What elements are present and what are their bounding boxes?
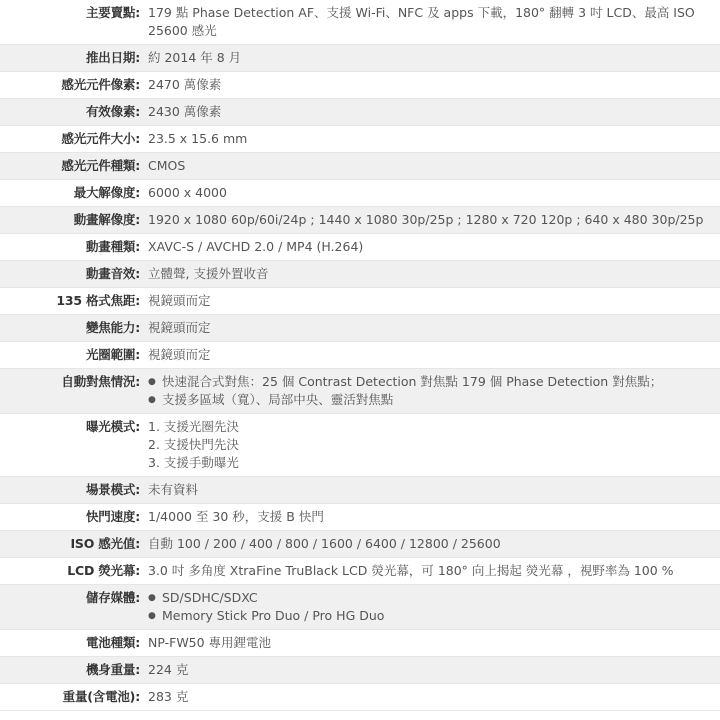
spec-row-shutter-speed xyxy=(0,504,720,531)
spec-label: 推出日期: xyxy=(86,50,140,65)
spec-label: 主要賣點: xyxy=(86,5,140,20)
spec-label: 儲存媒體: xyxy=(86,590,140,605)
spec-row-effective-pixels xyxy=(0,99,720,126)
spec-row-video-format xyxy=(0,234,720,261)
spec-value: 224 克 xyxy=(148,662,189,677)
list-item: ● SD/SDHC/SDXC xyxy=(148,589,712,607)
spec-row-release-date xyxy=(0,45,720,72)
spec-value: 視鏡頭而定 xyxy=(148,347,211,362)
spec-value: 視鏡頭而定 xyxy=(148,320,211,335)
exposure-list xyxy=(148,418,712,472)
spec-row-main-features xyxy=(0,0,720,45)
spec-value: 2430 萬像素 xyxy=(148,104,222,119)
spec-label: 最大解像度: xyxy=(73,185,140,200)
spec-row-sensor-pixels xyxy=(0,72,720,99)
spec-label: 動畫種類: xyxy=(86,239,140,254)
spec-value: 283 克 xyxy=(148,689,189,704)
spec-value: XAVC-S / AVCHD 2.0 / MP4 (H.264) xyxy=(148,239,364,254)
spec-value: 23.5 x 15.6 mm xyxy=(148,131,248,146)
spec-label: 場景模式: xyxy=(86,482,140,497)
spec-row-sensor-type xyxy=(0,153,720,180)
spec-row-sensor-size xyxy=(0,126,720,153)
spec-label: ISO 感光值: xyxy=(70,536,140,551)
spec-label: LCD 熒光幕: xyxy=(67,563,140,578)
spec-row-body-weight xyxy=(0,657,720,684)
spec-row-zoom xyxy=(0,315,720,342)
spec-value: CMOS xyxy=(148,158,186,173)
list-item: ● 支援多區域（寬）、局部中央、靈活對焦點 xyxy=(148,391,712,409)
list-item: 3. 支援手動曝光 xyxy=(148,455,239,470)
spec-value: 2470 萬像素 xyxy=(148,77,222,92)
spec-value: 立體聲, 支援外置收音 xyxy=(148,266,269,281)
spec-label: 有效像素: xyxy=(86,104,140,119)
spec-label: 135 格式焦距: xyxy=(56,293,140,308)
spec-row-video-resolution xyxy=(0,207,720,234)
spec-value: 未有資料 xyxy=(148,482,199,497)
spec-row-exposure-modes xyxy=(0,414,720,477)
spec-label: 動畫音效: xyxy=(86,266,140,281)
spec-label: 自動對焦情況: xyxy=(61,374,140,389)
spec-row-scene-modes xyxy=(0,477,720,504)
spec-value: 1920 x 1080 60p/60i/24p ; 1440 x 1080 30p/25p ; 1280 x 720 120p ; 640 x 480 30p/25p xyxy=(148,212,704,227)
list-item: ● Memory Stick Pro Duo / Pro HG Duo xyxy=(148,607,712,625)
spec-row-video-audio xyxy=(0,261,720,288)
list-item: 2. 支援快門先決 xyxy=(148,437,239,452)
spec-value: 6000 x 4000 xyxy=(148,185,227,200)
autofocus-list xyxy=(148,373,712,409)
spec-row-max-resolution xyxy=(0,180,720,207)
spec-row-autofocus xyxy=(0,369,720,414)
spec-value: 約 2014 年 8 月 xyxy=(148,50,242,65)
spec-label: 光圈範圍: xyxy=(86,347,140,362)
spec-value: NP-FW50 專用鋰電池 xyxy=(148,635,272,650)
spec-row-lcd xyxy=(0,558,720,585)
spec-label: 重量(含電池): xyxy=(62,689,140,704)
spec-row-aperture xyxy=(0,342,720,369)
spec-label: 動畫解像度: xyxy=(73,212,140,227)
spec-value: 3.0 吋 多角度 XtraFine TruBlack LCD 熒光幕，可 180° 向上揭起 熒光幕 ，視野率為 100 % xyxy=(148,563,674,578)
spec-row-storage xyxy=(0,585,720,630)
spec-label: 機身重量: xyxy=(86,662,140,677)
spec-value: 1/4000 至 30 秒，支援 B 快門 xyxy=(148,509,324,524)
spec-label: 電池種類: xyxy=(86,635,140,650)
spec-row-weight-with-battery xyxy=(0,684,720,711)
spec-row-iso xyxy=(0,531,720,558)
spec-label: 曝光模式: xyxy=(86,419,140,434)
spec-row-battery xyxy=(0,630,720,657)
spec-label: 感光元件種類: xyxy=(61,158,140,173)
storage-list xyxy=(148,589,712,625)
list-item: 1. 支援光圈先決 xyxy=(148,419,239,434)
spec-value: 179 點 Phase Detection AF、支援 Wi-Fi、NFC 及 apps 下載，180° 翻轉 3 吋 LCD、最高 ISO 25600 感光 xyxy=(148,5,695,38)
spec-label: 快門速度: xyxy=(86,509,140,524)
spec-label: 感光元件像素: xyxy=(61,77,140,92)
list-item: ● 快速混合式對焦：25 個 Contrast Detection 對焦點 179 個 Phase Detection 對焦點； xyxy=(148,373,712,391)
spec-row-focal-length xyxy=(0,288,720,315)
spec-value: 視鏡頭而定 xyxy=(148,293,211,308)
spec-value: 自動 100 / 200 / 400 / 800 / 1600 / 6400 / 12800 / 25600 xyxy=(148,536,501,551)
spec-label: 感光元件大小: xyxy=(61,131,140,146)
spec-label: 變焦能力: xyxy=(86,320,140,335)
